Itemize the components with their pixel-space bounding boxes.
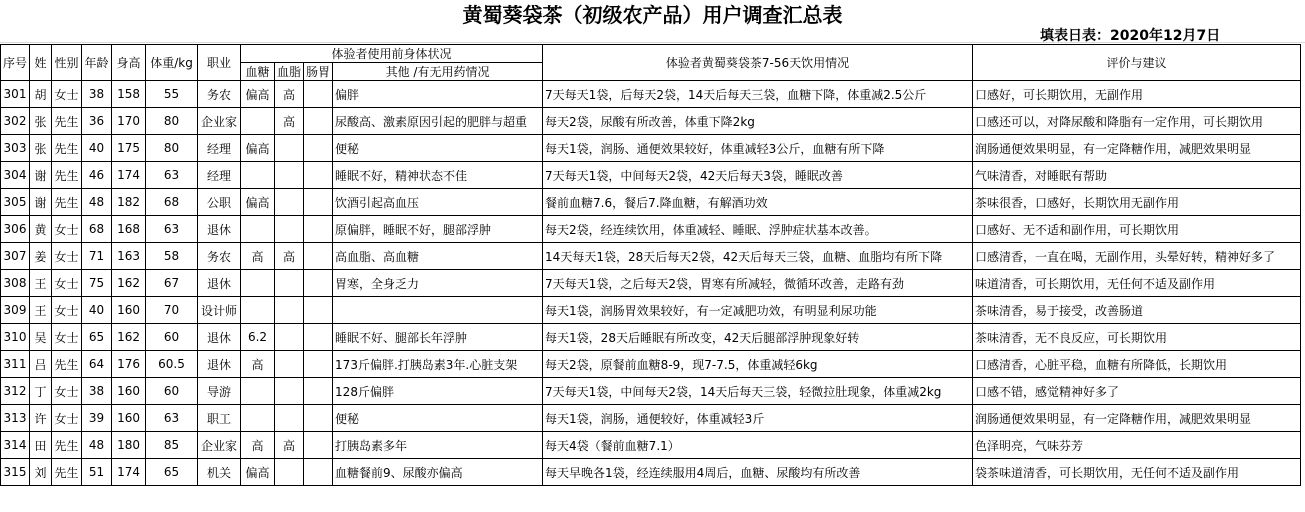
cell-stomach[interactable] [304,81,333,108]
cell-stomach[interactable] [304,378,333,405]
cell-blood-sugar[interactable]: 偏高 [241,189,275,216]
cell-job[interactable]: 职工 [198,405,241,432]
cell-usage[interactable]: 每天2袋，尿酸有所改善，体重下降2kg [543,108,973,135]
cell-blood-sugar[interactable]: 高 [241,351,275,378]
cell-job[interactable]: 退休 [198,270,241,297]
cell-eval[interactable]: 口感清香，心脏平稳，血糖有所降低，长期饮用 [973,351,1301,378]
header-other[interactable]: 其他 /有无用药情况 [333,63,543,81]
table-row [1,81,1301,108]
cell-job[interactable]: 退休 [198,324,241,351]
cell-height[interactable]: 170 [112,108,146,135]
cell-blood-sugar[interactable]: 高 [241,432,275,459]
cell-blood-lipid[interactable] [275,216,304,243]
cell-other[interactable]: 睡眠不好、腿部长年浮肿 [333,324,543,351]
cell-gender[interactable]: 先生 [52,351,82,378]
table-row [1,324,1301,351]
cell-other[interactable]: 便秘 [333,405,543,432]
table-row [1,378,1301,405]
cell-weight[interactable]: 85 [146,432,198,459]
cell-blood-lipid[interactable] [275,189,304,216]
cell-height[interactable]: 163 [112,243,146,270]
cell-eval[interactable]: 茶味清香，无不良反应，可长期饮用 [973,324,1301,351]
cell-height[interactable]: 175 [112,135,146,162]
cell-gender[interactable]: 先生 [52,459,82,486]
cell-seq[interactable]: 306 [1,216,30,243]
cell-age[interactable]: 64 [82,351,112,378]
cell-weight[interactable]: 63 [146,405,198,432]
cell-job[interactable]: 务农 [198,243,241,270]
cell-weight[interactable]: 68 [146,189,198,216]
cell-blood-lipid[interactable]: 高 [275,108,304,135]
cell-other[interactable]: 便秘 [333,135,543,162]
cell-gender[interactable]: 先生 [52,189,82,216]
header-age[interactable]: 年龄 [82,45,112,81]
cell-seq[interactable]: 315 [1,459,30,486]
cell-name[interactable]: 王 [30,270,52,297]
cell-name[interactable]: 丁 [30,378,52,405]
cell-blood-lipid[interactable] [275,297,304,324]
cell-height[interactable]: 180 [112,432,146,459]
cell-gender[interactable]: 女士 [52,297,82,324]
table-row [1,189,1301,216]
cell-eval[interactable]: 润肠通便效果明显，有一定降糖作用，减肥效果明显 [973,405,1301,432]
cell-age[interactable]: 51 [82,459,112,486]
table-row [1,108,1301,135]
table-row [1,459,1301,486]
cell-name[interactable]: 姜 [30,243,52,270]
cell-blood-lipid[interactable] [275,135,304,162]
cell-job[interactable]: 企业家 [198,108,241,135]
cell-gender[interactable]: 女士 [52,216,82,243]
cell-blood-lipid[interactable] [275,270,304,297]
cell-job[interactable]: 公职 [198,189,241,216]
cell-seq[interactable]: 310 [1,324,30,351]
cell-height[interactable]: 162 [112,324,146,351]
cell-other[interactable]: 打胰岛素多年 [333,432,543,459]
cell-usage[interactable]: 7天每天1袋，后每天2袋，14天后每天三袋，血糖下降，体重减2.5公斤 [543,81,973,108]
cell-weight[interactable]: 58 [146,243,198,270]
table-row [1,297,1301,324]
cell-height[interactable]: 168 [112,216,146,243]
cell-name[interactable]: 张 [30,108,52,135]
cell-stomach[interactable] [304,459,333,486]
header-stomach[interactable]: 肠胃 [304,63,333,81]
cell-usage[interactable]: 每天1袋，润肠胃效果较好，有一定减肥功效，有明显利尿功能 [543,297,973,324]
cell-blood-lipid[interactable]: 高 [275,81,304,108]
cell-weight[interactable]: 63 [146,162,198,189]
cell-job[interactable]: 退休 [198,216,241,243]
cell-name[interactable]: 张 [30,135,52,162]
cell-height[interactable]: 160 [112,405,146,432]
cell-job[interactable]: 经理 [198,162,241,189]
cell-weight[interactable]: 60.5 [146,351,198,378]
cell-eval[interactable]: 袋茶味道清香，可长期饮用，无任何不适及副作用 [973,459,1301,486]
cell-weight[interactable]: 80 [146,135,198,162]
cell-name[interactable]: 刘 [30,459,52,486]
cell-gender[interactable]: 先生 [52,108,82,135]
cell-blood-sugar[interactable]: 高 [241,243,275,270]
cell-other[interactable]: 饮酒引起高血压 [333,189,543,216]
table-row [1,405,1301,432]
cell-blood-sugar[interactable]: 偏高 [241,135,275,162]
cell-height[interactable]: 182 [112,189,146,216]
cell-stomach[interactable] [304,162,333,189]
header-before-group[interactable]: 体验者使用前身体状况 [241,45,543,63]
cell-height[interactable]: 160 [112,297,146,324]
cell-other[interactable]: 胃寒，全身乏力 [333,270,543,297]
header-gender[interactable]: 性别 [52,45,82,81]
cell-name[interactable]: 田 [30,432,52,459]
cell-blood-lipid[interactable] [275,378,304,405]
cell-seq[interactable]: 311 [1,351,30,378]
table-row [1,162,1301,189]
cell-usage[interactable]: 每天1袋，28天后睡眠有所改变，42天后腿部浮肿现象好转 [543,324,973,351]
cell-stomach[interactable] [304,405,333,432]
cell-height[interactable]: 160 [112,378,146,405]
cell-gender[interactable]: 女士 [52,270,82,297]
cell-weight[interactable]: 60 [146,378,198,405]
cell-height[interactable]: 158 [112,81,146,108]
cell-seq[interactable]: 308 [1,270,30,297]
header-blood-lipid[interactable]: 血脂 [275,63,304,81]
cell-age[interactable]: 40 [82,135,112,162]
cell-usage[interactable]: 每天4袋（餐前血糖7.1） [543,432,973,459]
cell-seq[interactable]: 312 [1,378,30,405]
cell-usage[interactable]: 7天每天1袋，中间每天2袋，14天后每天三袋，轻微拉肚现象，体重减2kg [543,378,973,405]
cell-blood-lipid[interactable]: 高 [275,243,304,270]
cell-usage[interactable]: 每天1袋，润肠，通便较好，体重减轻3斤 [543,405,973,432]
cell-eval[interactable]: 气味清香，对睡眠有帮助 [973,162,1301,189]
cell-height[interactable]: 176 [112,351,146,378]
cell-age[interactable]: 38 [82,378,112,405]
cell-blood-lipid[interactable] [275,351,304,378]
cell-other[interactable]: 尿酸高、激素原因引起的肥胖与超重 [333,108,543,135]
survey-table [0,44,1301,486]
header-blood-sugar[interactable]: 血糖 [241,63,275,81]
cell-eval[interactable]: 色泽明亮，气味芬芳 [973,432,1301,459]
cell-stomach[interactable] [304,216,333,243]
cell-stomach[interactable] [304,351,333,378]
header-weight[interactable]: 体重/kg [146,45,198,81]
table-row [1,432,1301,459]
cell-name[interactable]: 许 [30,405,52,432]
cell-seq[interactable]: 302 [1,108,30,135]
cell-stomach[interactable] [304,135,333,162]
cell-blood-sugar[interactable]: 6.2 [241,324,275,351]
cell-eval[interactable]: 味道清香，可长期饮用，无任何不适及副作用 [973,270,1301,297]
cell-seq[interactable]: 305 [1,189,30,216]
cell-job[interactable]: 设计师 [198,297,241,324]
cell-age[interactable]: 48 [82,189,112,216]
cell-usage[interactable]: 每天2袋，经连续饮用，体重减轻、睡眠、浮肿症状基本改善。 [543,216,973,243]
cell-blood-sugar[interactable] [241,216,275,243]
cell-job[interactable]: 机关 [198,459,241,486]
header-name[interactable]: 姓 [30,45,52,81]
cell-eval[interactable]: 口感好、无不适和副作用，可长期饮用 [973,216,1301,243]
cell-eval[interactable]: 口感好，可长期饮用，无副作用 [973,81,1301,108]
cell-blood-lipid[interactable] [275,405,304,432]
grid-line [0,42,1305,43]
header-height[interactable]: 身高 [112,45,146,81]
cell-eval[interactable]: 口感清香，一直在喝，无副作用，头晕好转，精神好多了 [973,243,1301,270]
cell-name[interactable]: 吴 [30,324,52,351]
cell-eval[interactable]: 茶味很香，口感好，长期饮用无副作用 [973,189,1301,216]
cell-usage[interactable]: 7天每天1袋，中间每天2袋，42天后每天3袋，睡眠改善 [543,162,973,189]
cell-other[interactable]: 128斤偏胖 [333,378,543,405]
cell-name[interactable]: 黄 [30,216,52,243]
cell-age[interactable]: 65 [82,324,112,351]
cell-eval[interactable]: 口感不错，感觉精神好多了 [973,378,1301,405]
cell-job[interactable]: 企业家 [198,432,241,459]
cell-seq[interactable]: 309 [1,297,30,324]
cell-usage[interactable]: 7天每天1袋，之后每天2袋，胃寒有所减轻，微循环改善，走路有劲 [543,270,973,297]
cell-job[interactable]: 经理 [198,135,241,162]
cell-gender[interactable]: 女士 [52,405,82,432]
table-row [1,216,1301,243]
cell-blood-lipid[interactable] [275,324,304,351]
cell-name[interactable]: 吕 [30,351,52,378]
cell-stomach[interactable] [304,243,333,270]
cell-weight[interactable]: 80 [146,108,198,135]
cell-other[interactable]: 偏胖 [333,81,543,108]
cell-other[interactable]: 睡眠不好，精神状态不佳 [333,162,543,189]
cell-stomach[interactable] [304,297,333,324]
cell-weight[interactable]: 60 [146,324,198,351]
cell-job[interactable]: 导游 [198,378,241,405]
cell-gender[interactable]: 女士 [52,243,82,270]
cell-gender[interactable]: 先生 [52,135,82,162]
cell-name[interactable]: 谢 [30,162,52,189]
cell-weight[interactable]: 55 [146,81,198,108]
cell-age[interactable]: 75 [82,270,112,297]
cell-seq[interactable]: 304 [1,162,30,189]
cell-eval[interactable]: 口感还可以，对降尿酸和降脂有一定作用，可长期饮用 [973,108,1301,135]
cell-blood-sugar[interactable] [241,108,275,135]
cell-usage[interactable]: 每天2袋，原餐前血糖8-9，现7-7.5，体重减轻6kg [543,351,973,378]
cell-blood-lipid[interactable] [275,459,304,486]
cell-weight[interactable]: 70 [146,297,198,324]
cell-seq[interactable]: 307 [1,243,30,270]
cell-job[interactable]: 务农 [198,81,241,108]
cell-gender[interactable]: 先生 [52,162,82,189]
table-row [1,243,1301,270]
cell-seq[interactable]: 314 [1,432,30,459]
cell-other[interactable] [333,297,543,324]
cell-blood-sugar[interactable] [241,270,275,297]
header-eval[interactable]: 评价与建议 [973,45,1301,81]
cell-age[interactable]: 68 [82,216,112,243]
cell-name[interactable]: 谢 [30,189,52,216]
cell-usage[interactable]: 每天早晚各1袋，经连续服用4周后，血糖、尿酸均有所改善 [543,459,973,486]
cell-weight[interactable]: 65 [146,459,198,486]
cell-seq[interactable]: 303 [1,135,30,162]
cell-age[interactable]: 40 [82,297,112,324]
cell-gender[interactable]: 女士 [52,324,82,351]
cell-gender[interactable]: 女士 [52,378,82,405]
fill-date: 填表日表：2020年12月7日 [1040,28,1221,44]
cell-other[interactable]: 173斤偏胖.打胰岛素3年.心脏支架 [333,351,543,378]
cell-usage[interactable]: 14天每天1袋，28天后每天2袋，42天后每天三袋，血糖、血脂均有所下降 [543,243,973,270]
cell-blood-sugar[interactable]: 偏高 [241,81,275,108]
table-row [1,270,1301,297]
cell-height[interactable]: 162 [112,270,146,297]
cell-stomach[interactable] [304,432,333,459]
cell-age[interactable]: 71 [82,243,112,270]
cell-seq[interactable]: 313 [1,405,30,432]
cell-height[interactable]: 174 [112,162,146,189]
cell-blood-lipid[interactable] [275,162,304,189]
cell-stomach[interactable] [304,108,333,135]
cell-age[interactable]: 38 [82,81,112,108]
cell-job[interactable]: 退休 [198,351,241,378]
header-job[interactable]: 职业 [198,45,241,81]
header-seq[interactable]: 序号 [1,45,30,81]
cell-weight[interactable]: 63 [146,216,198,243]
cell-usage[interactable]: 餐前血糖7.6，餐后7.降血糖，有解酒功效 [543,189,973,216]
cell-gender[interactable]: 先生 [52,432,82,459]
cell-blood-lipid[interactable]: 高 [275,432,304,459]
cell-name[interactable]: 胡 [30,81,52,108]
cell-eval[interactable]: 茶味清香，易于接受，改善肠道 [973,297,1301,324]
cell-blood-sugar[interactable] [241,162,275,189]
cell-blood-sugar[interactable] [241,405,275,432]
cell-stomach[interactable] [304,189,333,216]
cell-seq[interactable]: 301 [1,81,30,108]
cell-blood-sugar[interactable] [241,378,275,405]
cell-stomach[interactable] [304,324,333,351]
cell-age[interactable]: 46 [82,162,112,189]
cell-other[interactable]: 原偏胖，睡眠不好，腿部浮肿 [333,216,543,243]
cell-age[interactable]: 36 [82,108,112,135]
cell-weight[interactable]: 67 [146,270,198,297]
table-row [1,351,1301,378]
header-usage[interactable]: 体验者黄蜀葵袋茶7-56天饮用情况 [543,45,973,81]
cell-usage[interactable]: 每天1袋，润肠、通便效果较好，体重减轻3公斤，血糖有所下降 [543,135,973,162]
cell-age[interactable]: 39 [82,405,112,432]
cell-age[interactable]: 48 [82,432,112,459]
cell-eval[interactable]: 润肠通便效果明显，有一定降糖作用，减肥效果明显 [973,135,1301,162]
cell-height[interactable]: 174 [112,459,146,486]
cell-other[interactable]: 血糖餐前9、尿酸亦偏高 [333,459,543,486]
cell-name[interactable]: 王 [30,297,52,324]
cell-other[interactable]: 高血脂、高血糖 [333,243,543,270]
cell-stomach[interactable] [304,270,333,297]
cell-blood-sugar[interactable] [241,297,275,324]
cell-blood-sugar[interactable]: 偏高 [241,459,275,486]
sheet-title: 黄蜀葵袋茶（初级农产品）用户调查汇总表 [462,3,843,27]
table-row [1,135,1301,162]
cell-gender[interactable]: 女士 [52,81,82,108]
